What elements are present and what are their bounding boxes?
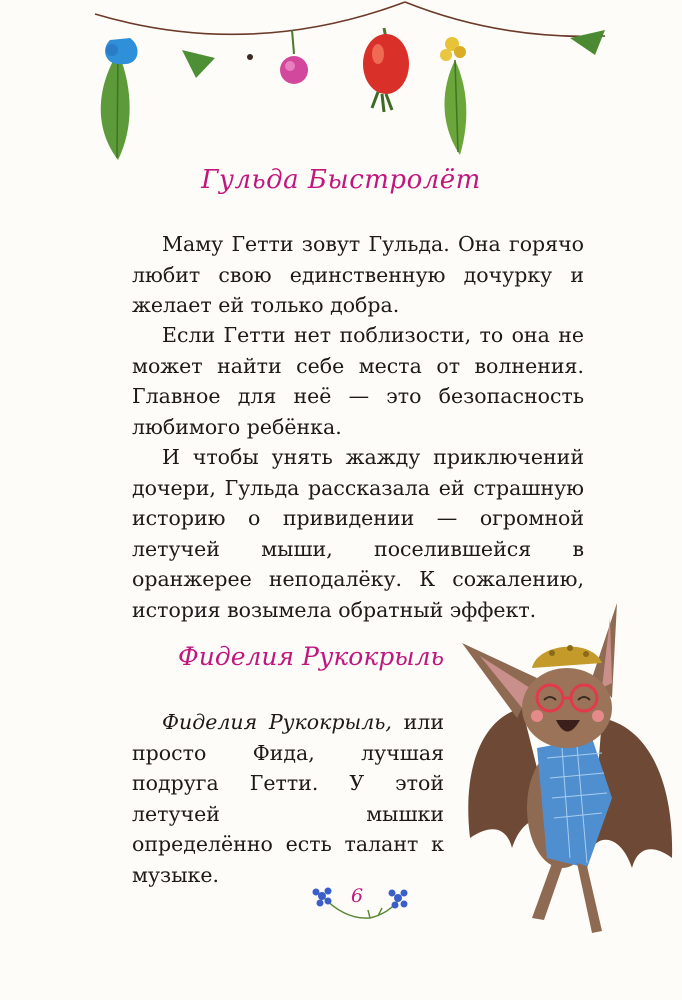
paragraph: Маму Гетти зовут Гульда. Она горячо любит свою единственную дочурку и желает ей только добра.: [132, 232, 584, 317]
paragraph: И чтобы унять жажду приключений дочери, Гульда рассказала ей страшную историю о привидении — огромной летучей мыши, поселившейся в оранжерее неподалёку. К сожалению, история возымела обратный эффект.: [132, 445, 584, 622]
section-title-gulda: Гульда Быстролёт: [201, 165, 481, 195]
bat-fidelia-illustration: [452, 598, 682, 943]
paragraph-fidelia: [132, 707, 444, 890]
page-number: 6: [350, 885, 364, 907]
paragraph: Если Гетти нет поблизости, то она не может найти себе места от волнения. Главное для неё — это безопасность любимого ребёнка.: [132, 323, 584, 439]
garland-illustration: [0, 0, 682, 170]
section-title-fidelia: Фиделия Рукокрыль: [178, 642, 445, 671]
paragraph-text: или просто Фида, лучшая подруга Гетти. У этой летучей мышки определённо есть талант к музыке.: [132, 710, 444, 887]
character-name: Фиделия Рукокрыль,: [162, 710, 392, 734]
